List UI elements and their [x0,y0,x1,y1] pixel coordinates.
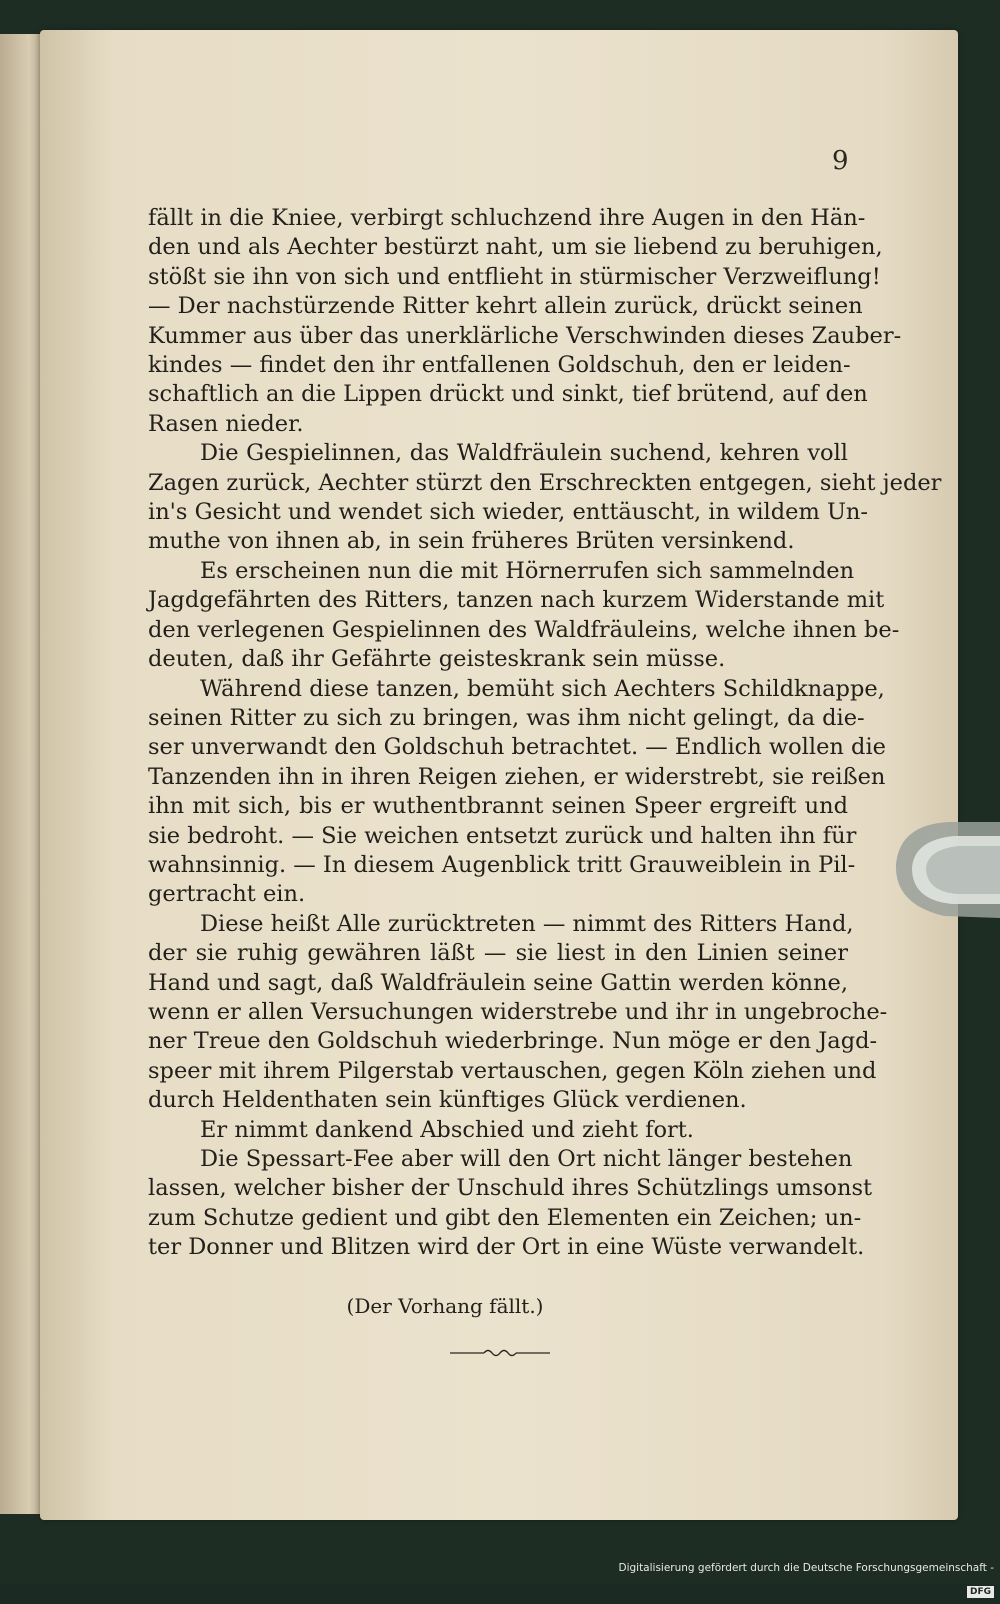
paragraph [148,1145,873,1263]
text-line: Während diese tanzen, bemüht sich Aechters Schildknappe, [200,675,885,702]
footer-credit [600,1556,1000,1597]
text-line: kindes — findet den ihr entfallenen Goldschuh, den er leiden- [148,352,851,379]
dfg-logo: DFG [967,1586,994,1598]
text-line: lassen, welcher bisher der Unschuld ihres Schützlings umsonst [148,1175,873,1202]
text-line: in's Gesicht und wendet sich wieder, enttäuscht, in wildem Un- [148,499,868,526]
text-line: wenn er allen Versuchungen widerstrebe und ihr in ungebroche- [148,998,888,1025]
page-number: 9 [832,146,849,176]
text-line: Tanzenden ihn in ihren Reigen ziehen, er widerstrebt, sie reißen [148,763,886,790]
footer-credit-text: Digitalisierung gefördert durch die Deutsche Forschungsgemeinschaft - [618,1562,994,1574]
text-line: der sie ruhig gewähren läßt — sie liest in den Linien seiner [148,940,848,967]
text-line: speer mit ihrem Pilgerstab vertauschen, gegen Köln ziehen und [148,1057,877,1084]
ornament-divider [450,1346,550,1360]
text-line: — Der nachstürzende Ritter kehrt allein zurück, drückt seinen [148,293,863,320]
paragraph [148,1116,848,1145]
text-line: deuten, daß ihr Gefährte geisteskrank sein müsse. [148,646,726,673]
text-body [148,204,942,1263]
text-line: Kummer aus über das unerklärliche Verschwinden dieses Zauber- [148,322,902,349]
text-line: ihn mit sich, bis er wuthentbrannt seinen Speer ergreift und [148,793,848,820]
text-line: Er nimmt dankend Abschied und zieht fort. [200,1116,694,1143]
paragraph [148,557,900,675]
text-line: Diese heißt Alle zurücktreten — nimmt des Ritters Hand, [200,910,854,937]
text-line: gertracht ein. [148,881,306,908]
book-page [40,30,958,1520]
text-line: muthe von ihnen ab, in sein früheres Brüten versinkend. [148,528,795,555]
text-line: durch Heldenthaten sein künftiges Glück verdienen. [148,1087,747,1114]
text-line: Es erscheinen nun die mit Hörnerrufen sich sammelnden [200,557,855,584]
text-line: sie bedroht. — Sie weichen entsetzt zurück und halten ihn für [148,822,857,849]
page-clip [880,812,1000,932]
text-line: Zagen zurück, Aechter stürzt den Erschreckten entgegen, sieht jeder [148,469,942,496]
text-line: wahnsinnig. — In diesem Augenblick tritt Grauweiblein in Pil- [148,851,856,878]
text-line: Die Spessart-Fee aber will den Ort nicht länger bestehen [200,1146,853,1172]
text-line: seinen Ritter zu sich zu bringen, was ihm nicht gelingt, da die- [148,704,865,731]
text-line: den und als Aechter bestürzt naht, um sie liebend zu beruhigen, [148,234,883,261]
text-line: fällt in die Kniee, verbirgt schluchzend ihre Augen in den Hän- [148,205,866,231]
text-line: ser unverwandt den Goldschuh betrachtet. — Endlich wollen die [148,734,886,761]
text-line: zum Schutze gedient und gibt den Elementen ein Zeichen; un- [148,1204,862,1231]
text-line: ter Donner und Blitzen wird der Ort in eine Wüste verwandelt. [148,1234,865,1261]
text-line: ner Treue den Goldschuh wiederbringe. Nun möge er den Jagd- [148,1028,878,1055]
text-line: Jagdgefährten des Ritters, tanzen nach kurzem Widerstande mit [148,587,885,614]
text-line: Die Gespielinnen, das Waldfräulein suchend, kehren voll [200,440,848,467]
paragraph [148,204,902,439]
text-line: stößt sie ihn von sich und entflieht in stürmischer Verzweiflung! [148,263,881,290]
stage-direction: (Der Vorhang fällt.) [346,1294,544,1318]
text-line: schaftlich an die Lippen drückt und sinkt, tief brütend, auf den [148,381,868,408]
text-line: den verlegenen Gespielinnen des Waldfräuleins, welche ihnen be- [148,616,900,643]
paragraph [148,675,886,910]
paragraph [148,439,942,557]
text-line: Rasen nieder. [148,410,304,437]
paragraph [148,910,888,1116]
text-line: Hand und sagt, daß Waldfräulein seine Gattin werden könne, [148,969,848,996]
